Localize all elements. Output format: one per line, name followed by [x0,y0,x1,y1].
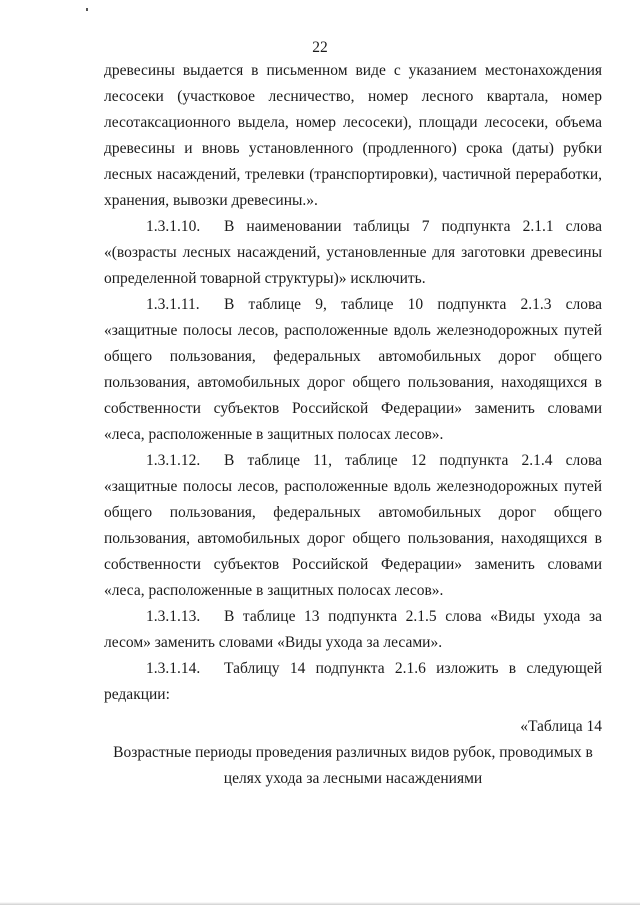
page-number: 22 [312,39,328,56]
scan-artifact [86,8,88,11]
paragraph-text: В таблице 13 подпункта 2.1.5 слова «Виды ухода за лесом» заменить словами «Виды ухода за лесами». [104,608,602,651]
paragraph-1-3-1-11 [104,292,602,448]
paragraph-text: Таблицу 14 подпункта 2.1.6 изложить в следующей редакции: [104,660,602,703]
paragraph-1-3-1-13 [104,604,602,656]
paragraph-number: 1.3.1.10. [146,218,201,235]
paragraph-number: 1.3.1.14. [146,660,201,677]
paragraph-1-3-1-14 [104,656,602,708]
paragraph-1-3-1-10 [104,214,602,292]
paragraph-text: В таблице 11, таблице 12 подпункта 2.1.4 слова «защитные полосы лесов, расположенные вдоль железнодорожных путей общего пользования, федеральных автомобильных дорог общего пользования, автомобильных дорог общего пользования, находящихся в собственности субъектов Российской Федерации» заменить словами «леса, расположенные в защитных полосах лесов». [104,452,602,599]
table-title: Возрастные периоды проведения различных видов рубок, проводимых в целях ухода за лесными насаждениями [113,744,593,787]
paragraph-text: В таблице 9, таблице 10 подпункта 2.1.3 слова «защитные полосы лесов, расположенные вдоль железнодорожных путей общего пользования, федеральных автомобильных дорог общего пользования, автомобильных дорог общего пользования, находящихся в собственности субъектов Российской Федерации» заменить словами «леса, расположенные в защитных полосах лесов». [104,296,602,443]
paragraph-1-3-1-12 [104,448,602,604]
paragraph-text: В наименовании таблицы 7 подпункта 2.1.1 слова «(возрасты лесных насаждений, установленные для заготовки древесины определенной товарной структуры)» исключить. [104,218,602,287]
table-reference: «Таблица 14 [520,718,602,735]
paragraph-number: 1.3.1.12. [146,452,201,469]
paragraph-number: 1.3.1.11. [146,296,200,313]
paragraph-continuation: древесины выдается в письменном виде с указанием местонахождения лесосеки (участковое лесничество, номер лесного квартала, номер лесотаксационного выдела, номер лесосеки), площади лесосеки, объема древесины и вновь установленного (продленного) срока (даты) рубки лесных насаждений, трелевки (транспортировки), частичной переработки, хранения, вывозки древесины.». [104,62,602,209]
paragraph-number: 1.3.1.13. [146,608,201,625]
document-body [104,58,602,792]
